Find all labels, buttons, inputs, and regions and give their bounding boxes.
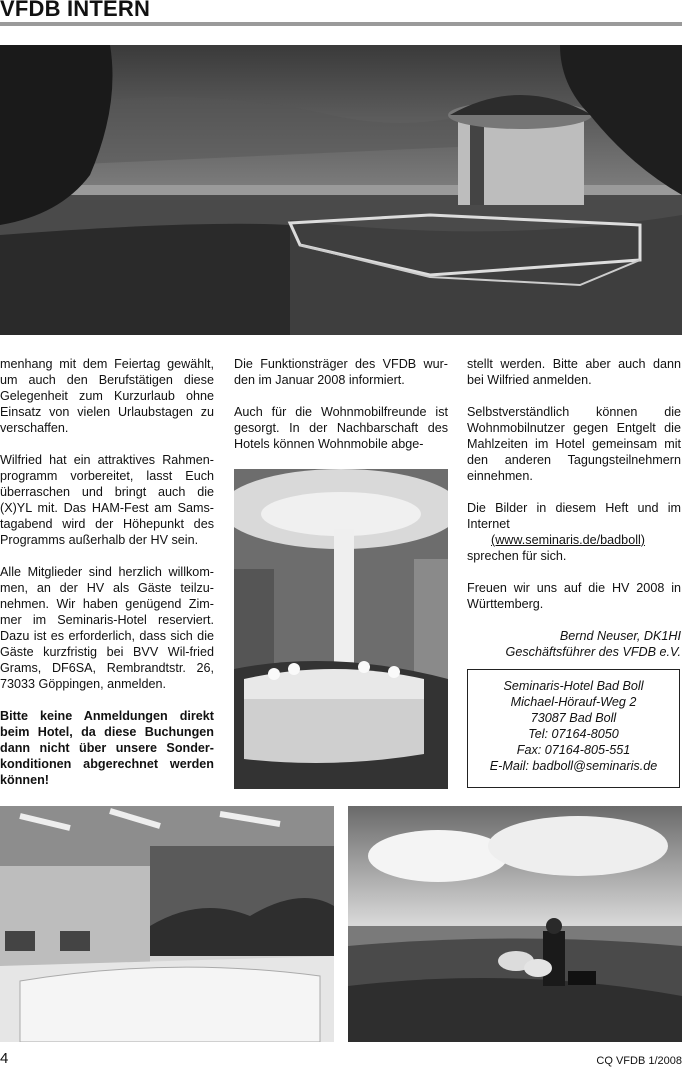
header-rule [0,22,682,26]
address-line: Fax: 07164-805-551 [516,743,631,757]
paragraph: Die Bilder in diesem Heft und im Internet [467,501,681,531]
paragraph: Wilfried hat ein attraktives Rahmen-programm vorbereitet, lasst Euch überraschen und bringt auch die (X)YL mit. Das HAM-Fest am Sams-tagabend wird der Höhepunkt des Programms außerhalb der HV sein. [0,453,214,547]
pavilion-panorama-photo [0,45,682,335]
shepherd-landscape-photo [348,806,682,1042]
paragraph: Alle Mitglieder sind herzlich willkom-men, an der HV als Gäste teilzu-nehmen. Wir haben genügend Zim-mer im Seminaris-Hotel reserviert. Dazu ist es erforderlich, dass sich die Gäste kurzfristig bei BVV Wil-fried Grams, DF6SA, Rembrandtstr. 26, 73033 Göppingen, anmelden. [0,565,214,691]
section-title: VFDB INTERN [0,0,151,21]
text-column-2 [234,356,448,468]
hotel-address-box [467,669,680,788]
paragraph: menhang mit dem Feiertag gewählt, um auch den Berufstätigen diese Gelegenheit zum Kurzurlaub ohne Einsatz von vielen Urlaubstagen zu verschaffen. [0,357,214,435]
paragraph: sprechen für sich. [467,549,567,563]
text-column-3 [467,356,681,660]
website-link[interactable]: (www.seminaris.de/badboll) [491,533,645,547]
paragraph: Die Funktionsträger des VFDB wur-den im Januar 2008 informiert. [234,357,448,387]
paragraph: stellt werden. Bitte aber auch dann bei Wilfried anmelden. [467,357,681,387]
signature-role: Geschäftsführer des VFDB e.V. [505,645,681,659]
buffet-restaurant-photo [234,469,448,789]
address-line: E-Mail: badboll@seminaris.de [489,759,658,773]
address-line: Seminaris-Hotel Bad Boll [503,679,644,693]
issue-label: CQ VFDB 1/2008 [596,1055,682,1067]
page-number: 4 [0,1050,9,1067]
notice-paragraph: Bitte keine Anmeldungen direkt beim Hotel, da diese Buchungen dann nicht über unsere Sonder-konditionen abgerechnet werden können! [0,709,214,787]
address-line: Michael-Hörauf-Weg 2 [510,695,637,709]
swimming-pool-photo [0,806,334,1042]
address-line: Tel: 07164-8050 [528,727,619,741]
paragraph: Auch für die Wohnmobilfreunde ist gesorgt. In der Nachbarschaft des Hotels können Wohnmobile abge- [234,405,448,451]
text-column-1 [0,356,214,804]
paragraph: Selbstverständlich können die Wohnmobilnutzer gegen Entgelt die Mahlzeiten im Hotel gemeinsam mit den anderen Tagungsteilnehmern einnehmen. [467,405,681,483]
paragraph: Freuen wir uns auf die HV 2008 in Württemberg. [467,581,681,611]
signature-name: Bernd Neuser, DK1HI [559,629,681,643]
address-line: 73087 Bad Boll [530,711,617,725]
